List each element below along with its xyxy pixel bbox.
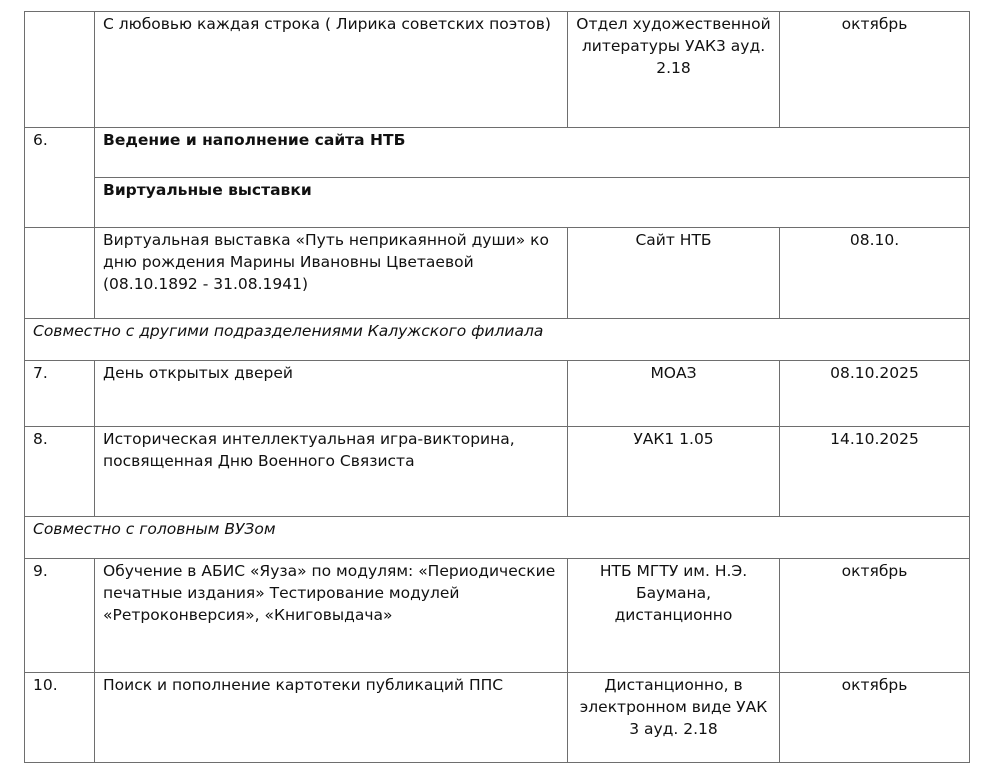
- event-place: Сайт НТБ: [568, 228, 780, 319]
- event-name: День открытых дверей: [95, 361, 568, 427]
- subsection-heading: Виртуальные выставки: [95, 178, 970, 228]
- events-plan-table: [24, 11, 970, 763]
- table-row: [25, 517, 970, 559]
- event-date: октябрь: [780, 12, 970, 128]
- row-number: 9.: [25, 559, 95, 673]
- row-number: 6.: [25, 128, 95, 228]
- table-row: [25, 178, 970, 228]
- event-date: 14.10.2025: [780, 427, 970, 517]
- event-place: Дистанционно, в электронном виде УАК 3 ауд. 2.18: [568, 673, 780, 763]
- table-row: [25, 319, 970, 361]
- table-row: [25, 128, 970, 178]
- event-name: Виртуальная выставка «Путь неприкаянной души» ко дню рождения Марины Ивановны Цветаевой (08.10.1892 - 31.08.1941): [95, 228, 568, 319]
- event-date: октябрь: [780, 559, 970, 673]
- table-row: [25, 427, 970, 517]
- table-row: [25, 673, 970, 763]
- event-name: Обучение в АБИС «Яуза» по модулям: «Периодические печатные издания» Тестирование модулей «Ретроконверсия», «Книговыдача»: [95, 559, 568, 673]
- row-number: [25, 228, 95, 319]
- event-date: 08.10.2025: [780, 361, 970, 427]
- row-number: 10.: [25, 673, 95, 763]
- group-caption: Совместно с головным ВУЗом: [25, 517, 970, 559]
- event-place: МОАЗ: [568, 361, 780, 427]
- event-name: Историческая интеллектуальная игра-викторина, посвященная Дню Военного Связиста: [95, 427, 568, 517]
- section-heading: Ведение и наполнение сайта НТБ: [95, 128, 970, 178]
- row-number: [25, 12, 95, 128]
- table-row: [25, 228, 970, 319]
- event-place: НТБ МГТУ им. Н.Э. Баумана, дистанционно: [568, 559, 780, 673]
- event-date: 08.10.: [780, 228, 970, 319]
- row-number: 8.: [25, 427, 95, 517]
- event-place: Отдел художественной литературы УАК3 ауд. 2.18: [568, 12, 780, 128]
- event-name: С любовью каждая строка ( Лирика советских поэтов): [95, 12, 568, 128]
- event-name: Поиск и пополнение картотеки публикаций ППС: [95, 673, 568, 763]
- group-caption: Совместно с другими подразделениями Калужского филиала: [25, 319, 970, 361]
- row-number: 7.: [25, 361, 95, 427]
- table-row: [25, 12, 970, 128]
- event-place: УАК1 1.05: [568, 427, 780, 517]
- event-date: октябрь: [780, 673, 970, 763]
- table-row: [25, 559, 970, 673]
- table-row: [25, 361, 970, 427]
